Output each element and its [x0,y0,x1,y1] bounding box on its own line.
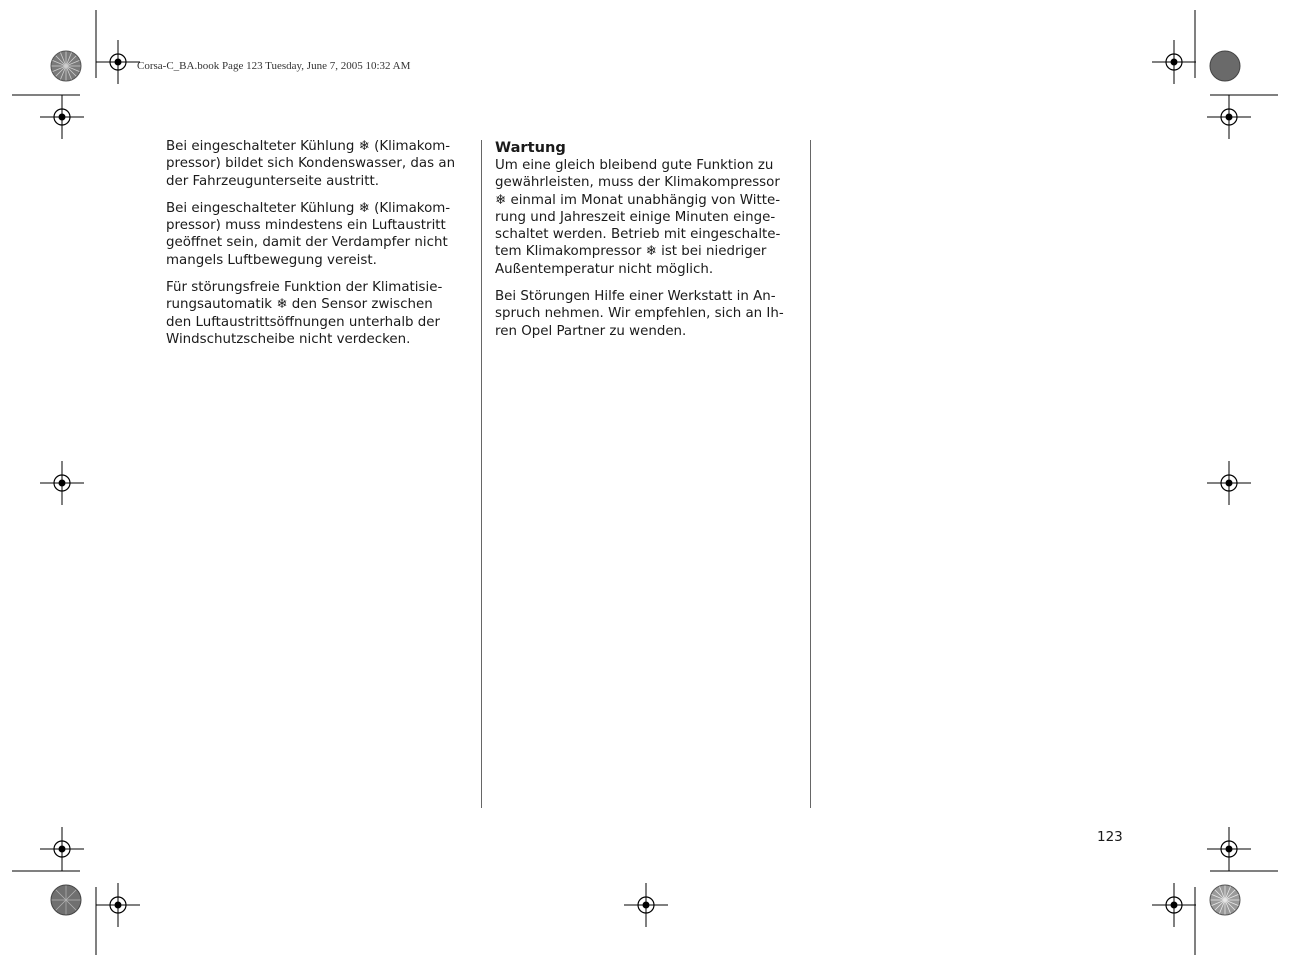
section-heading-wartung: Wartung [495,139,566,156]
column-divider-right [810,140,811,808]
color-rosette-top-right [1209,50,1241,82]
column-divider-left [481,140,482,808]
print-header-line: Corsa-C_BA.book Page 123 Tuesday, June 7, 2005 10:32 AM [137,60,411,72]
page-number: 123 [1097,829,1123,845]
paragraph-maintenance: Um eine gleich bleibend gute Funktion zu gewährleisten, muss der Klimakompressor ❄ einmal im Monat unabhängig von Witte- rung und Jahreszeit einige Minuten einge- schaltet werden. Betrieb mit eingeschalte- tem Klimakompressor ❄ ist bei niedriger Außentemperatur nicht möglich. [495,158,781,277]
left-text-column [166,138,468,358]
color-rosette-top-left [50,50,82,82]
paragraph-sensor: Für störungsfreie Funktion der Klimatisie- rungsautomatik ❄ den Sensor zwischen den Luftaustrittsöffnungen unterhalb der Windschutzscheibe nicht verdecken. [166,280,443,347]
color-rosette-bottom-left [50,884,82,916]
paragraph-workshop: Bei Störungen Hilfe einer Werkstatt in An- spruch nehmen. Wir empfehlen, sich an Ih- ren Opel Partner zu wenden. [495,289,784,339]
paragraph-air-outlet: Bei eingeschalteter Kühlung ❄ (Klimakom- pressor) muss mindestens ein Luftaustritt geöffnet sein, damit der Verdampfer nicht mangels Luftbewegung vereist. [166,200,451,268]
color-rosette-bottom-right [1209,884,1241,916]
paragraph-condensation: Bei eingeschalteter Kühlung ❄ (Klimakom- pressor) bildet sich Kondenswasser, das an der Fahrzeugunterseite austritt. [166,139,456,189]
middle-text-column [495,138,797,350]
